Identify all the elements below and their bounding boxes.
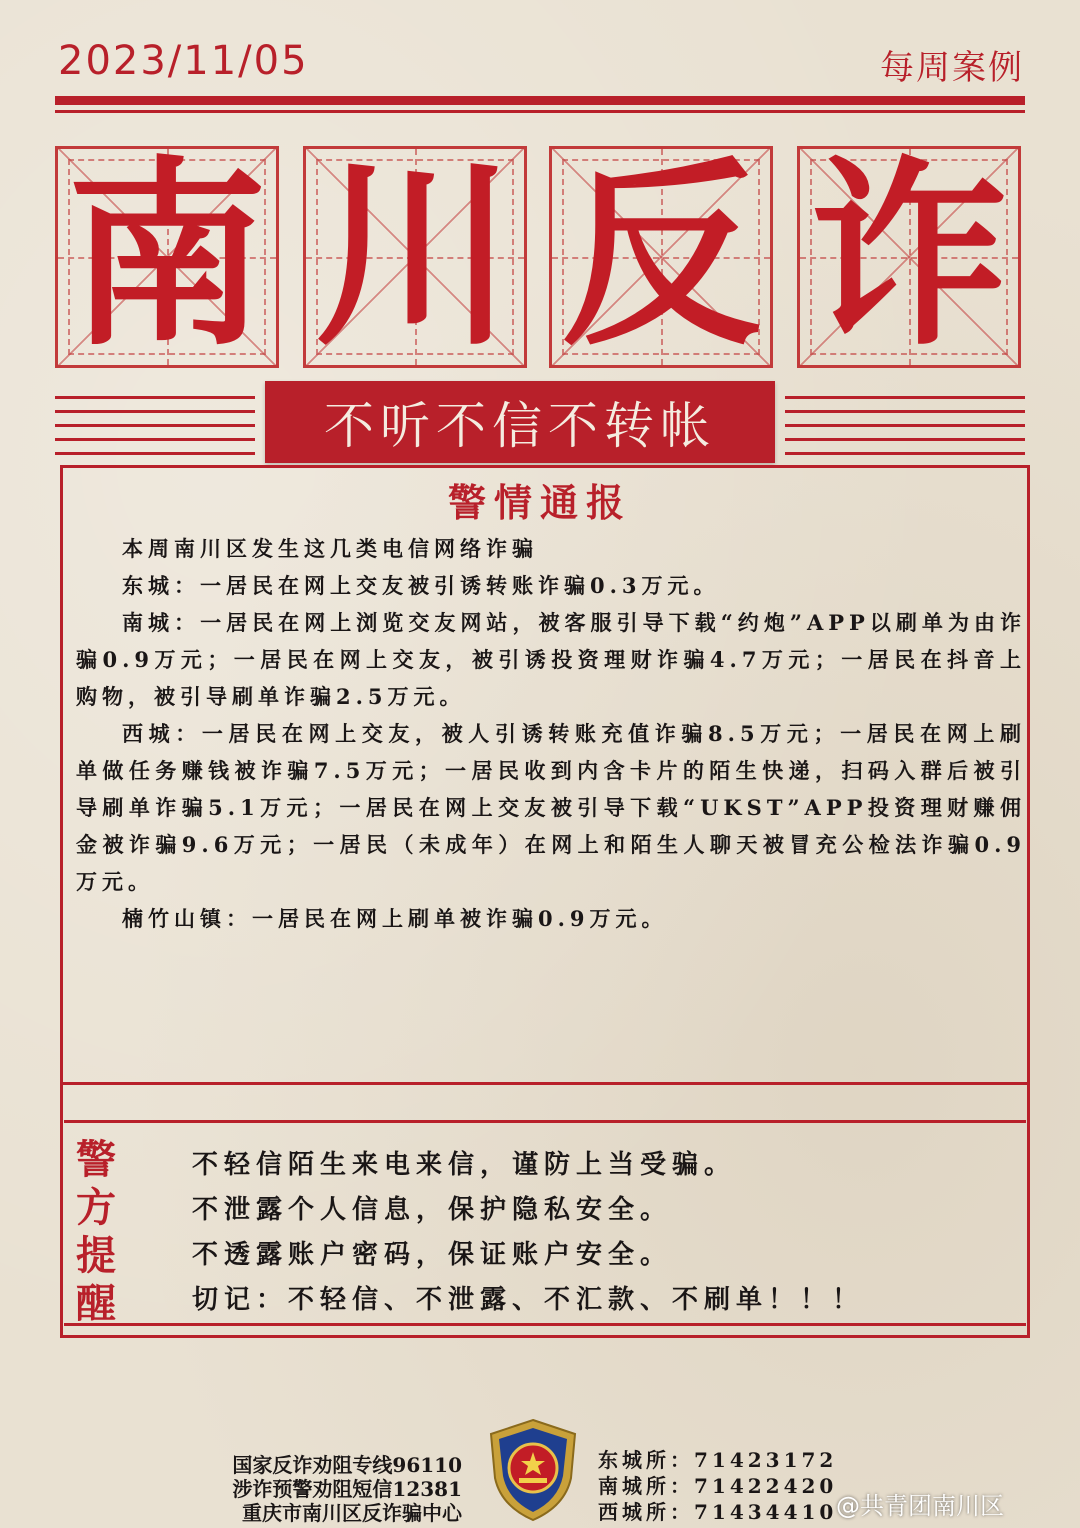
stripe [785,410,1025,413]
hotline-text: 涉诈预警劝阻短信12381 [232,1477,462,1501]
slogan-text: 不听不信不转帐 [324,397,716,455]
header-rule-thick [55,96,1025,105]
title-box-3 [549,140,773,373]
police-badge-icon [487,1418,579,1522]
station-phone: 西城所：71434410 [598,1500,838,1524]
title-box-4 [797,140,1021,373]
report-paragraph: 南城：一居民在网上浏览交友网站，被客服引导下载“约炮”APP以刷单为由诈骗0.9万元；一居民在网上交友，被引诱投资理财诈骗4.7万元；一居民在抖音上购物，被引导刷单诈骗2.5万元。 [76,610,1026,709]
alert-line: 切记：不轻信、不泄露、不汇款、不刷单！！！ [192,1285,865,1315]
stripe [785,438,1025,441]
stripe [55,452,255,455]
stripe [55,438,255,441]
title-char: 南 [66,140,267,373]
report-body [76,530,1026,937]
title-char: 诈 [808,140,1009,373]
issue-date: 2023/11/05 [58,38,309,84]
stripe [785,452,1025,455]
title-box-1 [55,140,279,373]
alert-label-char: 提 [76,1232,116,1279]
watermark: @共青团南川区 [836,1492,1004,1520]
alert-label-char: 醒 [76,1280,116,1327]
alert-label-char: 警 [76,1136,116,1183]
alert-label-char: 方 [76,1184,116,1231]
title-char: 川 [314,140,515,373]
slogan-banner [265,381,775,463]
alert-line: 不轻信陌生来电来信，谨防上当受骗。 [192,1150,737,1180]
station-phone: 南城所：71422420 [598,1474,838,1498]
report-heading: 警情通报 [447,481,632,525]
category-label: 每周案例 [880,48,1024,88]
report-paragraph: 西城：一居民在网上交友，被人引诱转账充值诈骗8.5万元；一居民在网上刷单做任务赚钱被诈骗7.5万元；一居民收到内含卡片的陌生快递，扫码入群后被引导刷单诈骗5.1万元；一居民在网上交友被引导下载“UKST”APP投资理财赚佣金被诈骗9.6万元；一居民（未成年）在网上和陌生人聊天被冒充公检法诈骗0.9万元。 [76,721,1026,894]
report-paragraph: 本周南川区发生这几类电信网络诈骗 [122,536,538,561]
report-paragraph: 楠竹山镇：一居民在网上刷单被诈骗0.9万元。 [122,906,668,931]
alert-line: 不透露账户密码，保证账户安全。 [192,1240,673,1270]
report-paragraph: 东城：一居民在网上交友被引诱转账诈骗0.3万元。 [122,573,720,598]
title-char: 反 [560,140,761,373]
station-phone: 东城所：71423172 [598,1448,838,1472]
stripe [55,396,255,399]
stripe [55,410,255,413]
header-rule-thin [55,110,1025,113]
alert-line: 不泄露个人信息，保护隐私安全。 [192,1195,673,1225]
stripe [785,424,1025,427]
stripe [785,396,1025,399]
hotline-text: 国家反诈劝阻专线96110 [232,1453,462,1477]
stripe [55,424,255,427]
title-box-2 [303,140,527,373]
hotline-text: 重庆市南川区反诈骗中心 [242,1501,462,1525]
